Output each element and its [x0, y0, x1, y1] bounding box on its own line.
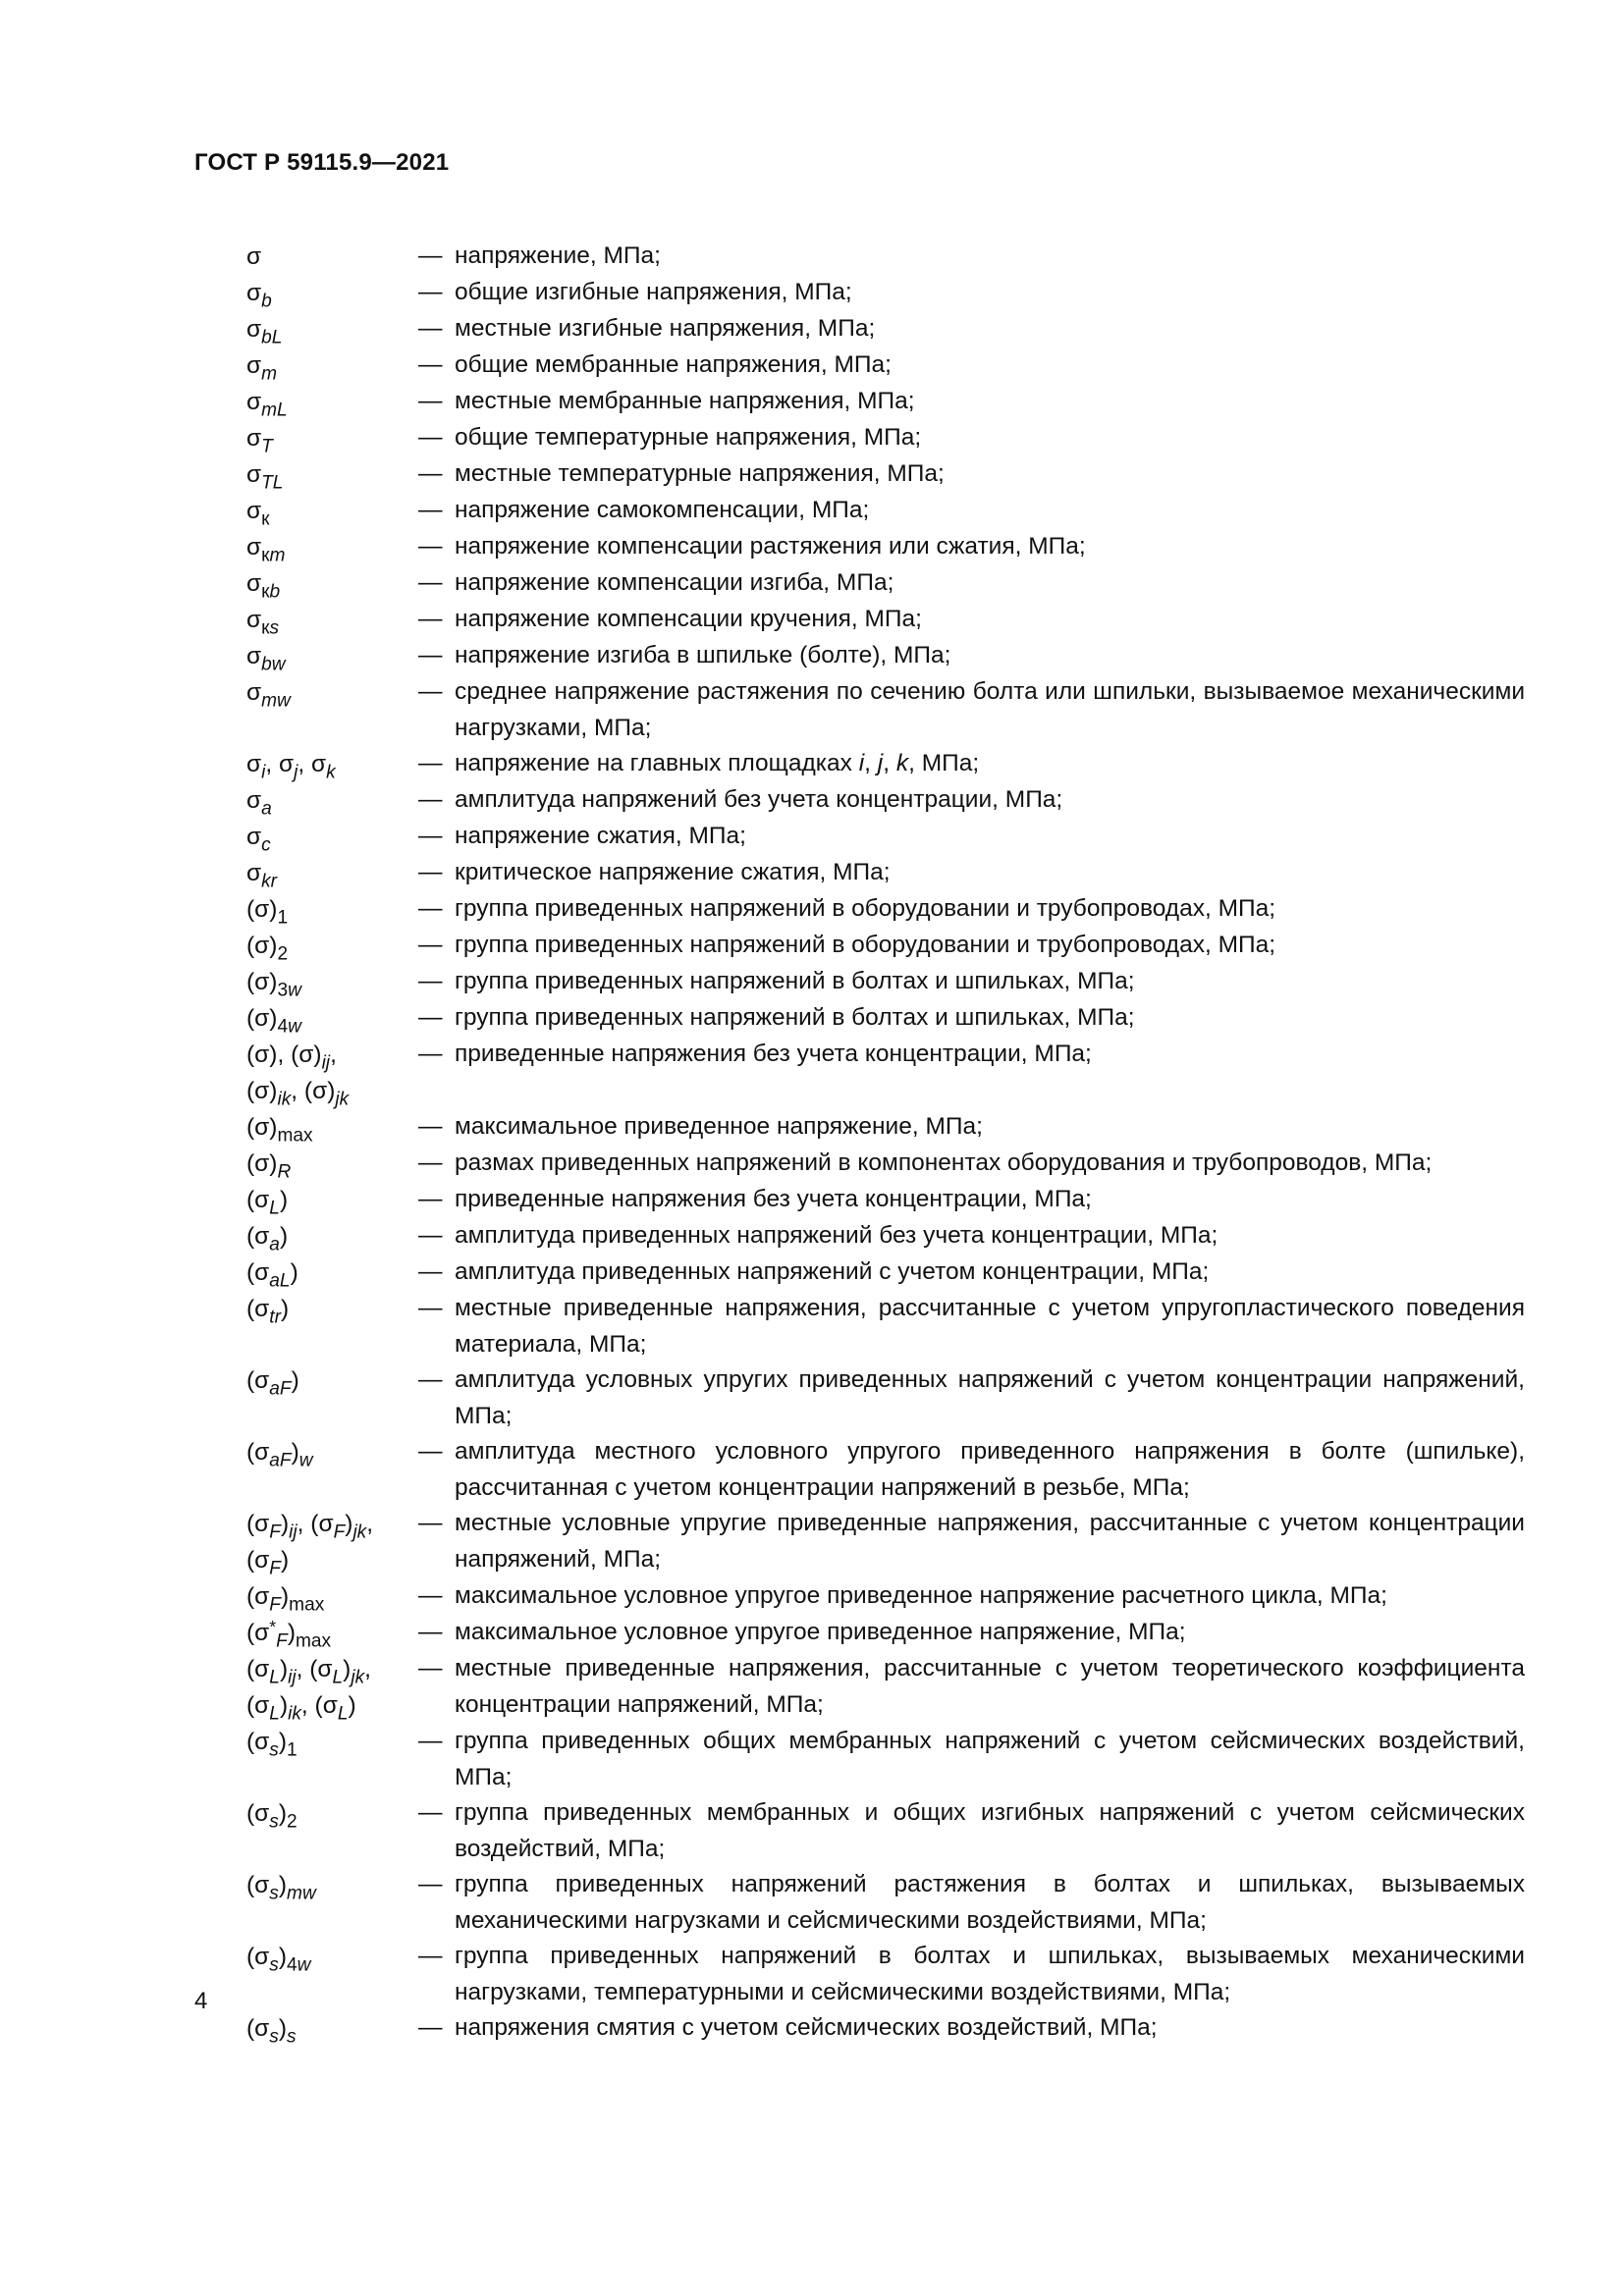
dash: — — [418, 932, 443, 958]
definition-text: максимальное приведенное напряжение, МПа; — [455, 1113, 983, 1140]
definition-row — [246, 529, 1525, 565]
symbol: $(\sigma_a)$ — [246, 1223, 289, 1255]
symbol: $\sigma_{mL}$ — [246, 389, 288, 421]
definition-text: местные изгибные напряжения, МПа; — [455, 315, 876, 342]
definition-row — [246, 384, 1525, 420]
symbol: $(\sigma_F)_{max}$ — [246, 1583, 325, 1616]
definition-row — [246, 1867, 1525, 1939]
symbol: $(\sigma_L)_{ij}$, $(\sigma_L)_{jk}$, $(\sigma_L)_{ik}$, $(\sigma_L)$ — [246, 1656, 371, 1725]
dash: — — [418, 424, 443, 451]
symbol: $\sigma_к$ — [246, 498, 270, 530]
symbol: $(\sigma_s)_1$ — [246, 1729, 298, 1761]
definition-row — [246, 928, 1525, 964]
definition-row — [246, 964, 1525, 1000]
symbol: $(\sigma)_{max}$ — [246, 1114, 313, 1147]
definition-row — [246, 239, 1525, 275]
dash: — — [418, 1004, 443, 1031]
dash: — — [418, 315, 443, 342]
dash: — — [418, 1438, 443, 1465]
definition-text: среднее напряжение растяжения по сечению болта или шпильки, вызываемое механическими нагрузками, МПа; — [455, 678, 1525, 741]
definition-text: критическое напряжение сжатия, МПа; — [455, 859, 891, 885]
dash: — — [418, 786, 443, 813]
document-header: ГОСТ Р 59115.9—2021 — [194, 149, 450, 176]
dash: — — [418, 678, 443, 705]
definition-row — [246, 602, 1525, 638]
page-number: 4 — [194, 1988, 208, 2014]
definition-row — [246, 819, 1525, 855]
definition-text: группа приведенных мембранных и общих изгибных напряжений с учетом сейсмических воздействий, МПа; — [455, 1799, 1525, 1862]
symbol: $(\sigma_F)_{ij}$, $(\sigma_F)_{jk}$, $(\sigma_F)$ — [246, 1511, 374, 1579]
symbol: $(\sigma_s)_2$ — [246, 1800, 298, 1833]
definition-text: напряжение компенсации кручения, МПа; — [455, 606, 922, 632]
dash: — — [418, 1366, 443, 1393]
definition-text: амплитуда условных упругих приведенных напряжений с учетом концентрации напряжений, МПа; — [455, 1366, 1525, 1429]
symbol: $\sigma_{TL}$ — [246, 461, 284, 494]
symbol: $(\sigma_{tr})$ — [246, 1296, 290, 1328]
definition-text: общие изгибные напряжения, МПа; — [455, 279, 852, 305]
definitions-list — [246, 239, 1525, 2047]
symbol: $\sigma_m$ — [246, 352, 278, 385]
definition-row — [246, 1255, 1525, 1291]
definition-text: амплитуда напряжений без учета концентрации, МПа; — [455, 786, 1063, 813]
dash: — — [418, 569, 443, 596]
dash: — — [418, 823, 443, 849]
definition-text: общие мембранные напряжения, МПа; — [455, 351, 892, 378]
definition-text: местные приведенные напряжения, рассчитанные с учетом упругопластического поведения материала, МПа; — [455, 1295, 1525, 1358]
symbol: $\sigma_{кm}$ — [246, 534, 286, 566]
dash: — — [418, 1728, 443, 1754]
symbol: (σ), $(\sigma)_{ij}$, $(\sigma)_{ik}$, $(\sigma)_{jk}$ — [246, 1041, 350, 1110]
definition-row — [246, 1651, 1525, 1724]
symbol: $\sigma_b$ — [246, 280, 272, 312]
symbol: $(\sigma_{aF})_w$ — [246, 1439, 313, 1471]
dash: — — [418, 2014, 443, 2041]
dash: — — [418, 1655, 443, 1682]
symbol: $(\sigma_s)_s$ — [246, 2015, 297, 2048]
symbol: $(\sigma)_R$ — [246, 1150, 292, 1183]
definition-text: местные условные упругие приведенные напряжения, рассчитанные с учетом концентрации напряжений, МПа; — [455, 1510, 1525, 1573]
dash: — — [418, 1582, 443, 1609]
definition-row — [246, 1146, 1525, 1182]
definition-row — [246, 1506, 1525, 1578]
dash: — — [418, 968, 443, 994]
dash: — — [418, 1222, 443, 1249]
dash: — — [418, 1619, 443, 1645]
definition-text: приведенные напряжения без учета концентрации, МПа; — [455, 1186, 1092, 1212]
symbol: $\sigma_{mw}$ — [246, 679, 291, 712]
definition-row — [246, 855, 1525, 891]
symbol: $\sigma_{bL}$ — [246, 316, 283, 348]
definition-text: напряжение самокомпенсации, МПа; — [455, 497, 870, 523]
dash: — — [418, 497, 443, 523]
definition-row — [246, 1291, 1525, 1362]
definition-text: напряжение на главных площадках i, j, k, МПа; — [455, 750, 980, 776]
definition-text: амплитуда местного условного упругого приведенного напряжения в болте (шпильке), рассчитанная с учетом концентрации напряжений в резьбе, МПа; — [455, 1438, 1525, 1501]
definition-row — [246, 1109, 1525, 1146]
dash: — — [418, 460, 443, 487]
definition-text: группа приведенных напряжений в болтах и шпильках, МПа; — [455, 1004, 1135, 1031]
definition-text: приведенные напряжения без учета концентрации, МПа; — [455, 1041, 1092, 1067]
symbol: $(\sigma_{aF})$ — [246, 1367, 299, 1400]
symbol: $\sigma_{кb}$ — [246, 570, 281, 603]
definition-row — [246, 275, 1525, 311]
symbol: $\sigma_i$, $\sigma_j$, $\sigma_k$ — [246, 751, 336, 783]
dash: — — [418, 388, 443, 414]
definition-text: общие температурные напряжения, МПа; — [455, 424, 922, 451]
definition-text: местные температурные напряжения, МПа; — [455, 460, 945, 487]
dash: — — [418, 1295, 443, 1321]
definition-row — [246, 1578, 1525, 1615]
definition-text: группа приведенных напряжений в болтах и шпильках, вызываемых механическими нагрузками, температурными и сейсмическими воздействиями, МПа; — [455, 1943, 1525, 2005]
symbol: $(\sigma^*_F)_{max}$ — [246, 1617, 332, 1652]
dash: — — [418, 533, 443, 560]
definition-row — [246, 1218, 1525, 1255]
dash: — — [418, 1149, 443, 1176]
definition-text: группа приведенных напряжений в оборудовании и трубопроводах, МПа; — [455, 895, 1276, 922]
definition-row — [246, 493, 1525, 529]
symbol: $\sigma_c$ — [246, 824, 271, 856]
symbol: $(\sigma_s)_{4w}$ — [246, 1944, 311, 1976]
definition-text: местные приведенные напряжения, рассчитанные с учетом теоретического коэффициента концентрации напряжений, МПа; — [455, 1655, 1525, 1718]
definition-row — [246, 1724, 1525, 1795]
dash: — — [418, 1510, 443, 1536]
definition-text: напряжение компенсации изгиба, МПа; — [455, 569, 894, 596]
definition-row — [246, 565, 1525, 602]
definition-text: напряжение изгиба в шпильке (болте), МПа; — [455, 642, 951, 668]
definition-row — [246, 1037, 1525, 1109]
symbol: $(\sigma)_{3w}$ — [246, 969, 301, 1001]
dash: — — [418, 1041, 443, 1067]
definition-text: напряжение, МПа; — [455, 242, 661, 269]
definition-row — [246, 456, 1525, 493]
definition-row — [246, 891, 1525, 928]
dash: — — [418, 351, 443, 378]
symbol: $\sigma_{kr}$ — [246, 860, 278, 892]
definition-row — [246, 420, 1525, 456]
dash: — — [418, 242, 443, 269]
definition-text: группа приведенных напряжений растяжения в болтах и шпильках, вызываемых механическими нагрузками и сейсмическими воздействиями, МПа; — [455, 1871, 1525, 1934]
dash: — — [418, 606, 443, 632]
dash: — — [418, 279, 443, 305]
definition-row — [246, 347, 1525, 384]
dash: — — [418, 1113, 443, 1140]
definition-row — [246, 746, 1525, 782]
symbol: $(\sigma_L)$ — [246, 1187, 289, 1219]
dash: — — [418, 859, 443, 885]
definition-text: максимальное условное упругое приведенное напряжение, МПа; — [455, 1619, 1186, 1645]
definition-text: напряжение сжатия, МПа; — [455, 823, 746, 849]
definition-row — [246, 1615, 1525, 1651]
symbol: $\sigma_{bw}$ — [246, 643, 286, 675]
dash: — — [418, 1258, 443, 1285]
definition-row — [246, 1795, 1525, 1867]
definition-text: группа приведенных общих мембранных напряжений с учетом сейсмических воздействий, МПа; — [455, 1728, 1525, 1790]
definition-text: местные мембранные напряжения, МПа; — [455, 388, 915, 414]
definition-row — [246, 311, 1525, 347]
dash: — — [418, 1943, 443, 1969]
dash: — — [418, 1799, 443, 1826]
definition-text: напряжение компенсации растяжения или сжатия, МПа; — [455, 533, 1086, 560]
symbol: $(\sigma_s)_{mw}$ — [246, 1872, 316, 1904]
symbol: $\sigma_T$ — [246, 425, 273, 457]
definition-row — [246, 1362, 1525, 1434]
definition-row — [246, 1000, 1525, 1037]
symbol: $(\sigma_{aL})$ — [246, 1259, 298, 1292]
symbol: $(\sigma)_2$ — [246, 933, 289, 965]
dash: — — [418, 750, 443, 776]
definition-text: группа приведенных напряжений в болтах и шпильках, МПа; — [455, 968, 1135, 994]
symbol: $\sigma_a$ — [246, 787, 272, 820]
definition-text: амплитуда приведенных напряжений с учетом концентрации, МПа; — [455, 1258, 1210, 1285]
definition-row — [246, 1434, 1525, 1506]
definition-row — [246, 2010, 1525, 2047]
symbol: $\sigma_{кs}$ — [246, 607, 280, 639]
symbol: $(\sigma)_1$ — [246, 896, 289, 929]
definition-row — [246, 638, 1525, 674]
dash: — — [418, 1871, 443, 1897]
definition-text: группа приведенных напряжений в оборудовании и трубопроводах, МПа; — [455, 932, 1276, 958]
definition-row — [246, 782, 1525, 819]
dash: — — [418, 895, 443, 922]
dash: — — [418, 642, 443, 668]
definition-text: максимальное условное упругое приведенное напряжение расчетного цикла, МПа; — [455, 1582, 1387, 1609]
definition-text: амплитуда приведенных напряжений без учета концентрации, МПа; — [455, 1222, 1218, 1249]
definition-text: напряжения смятия с учетом сейсмических воздействий, МПа; — [455, 2014, 1158, 2041]
definition-row — [246, 1182, 1525, 1218]
symbol: σ — [246, 243, 262, 270]
dash: — — [418, 1186, 443, 1212]
definition-row — [246, 1939, 1525, 2010]
definition-row — [246, 674, 1525, 746]
definition-text: размах приведенных напряжений в компонентах оборудования и трубопроводов, МПа; — [455, 1149, 1433, 1176]
symbol: $(\sigma)_{4w}$ — [246, 1005, 301, 1038]
